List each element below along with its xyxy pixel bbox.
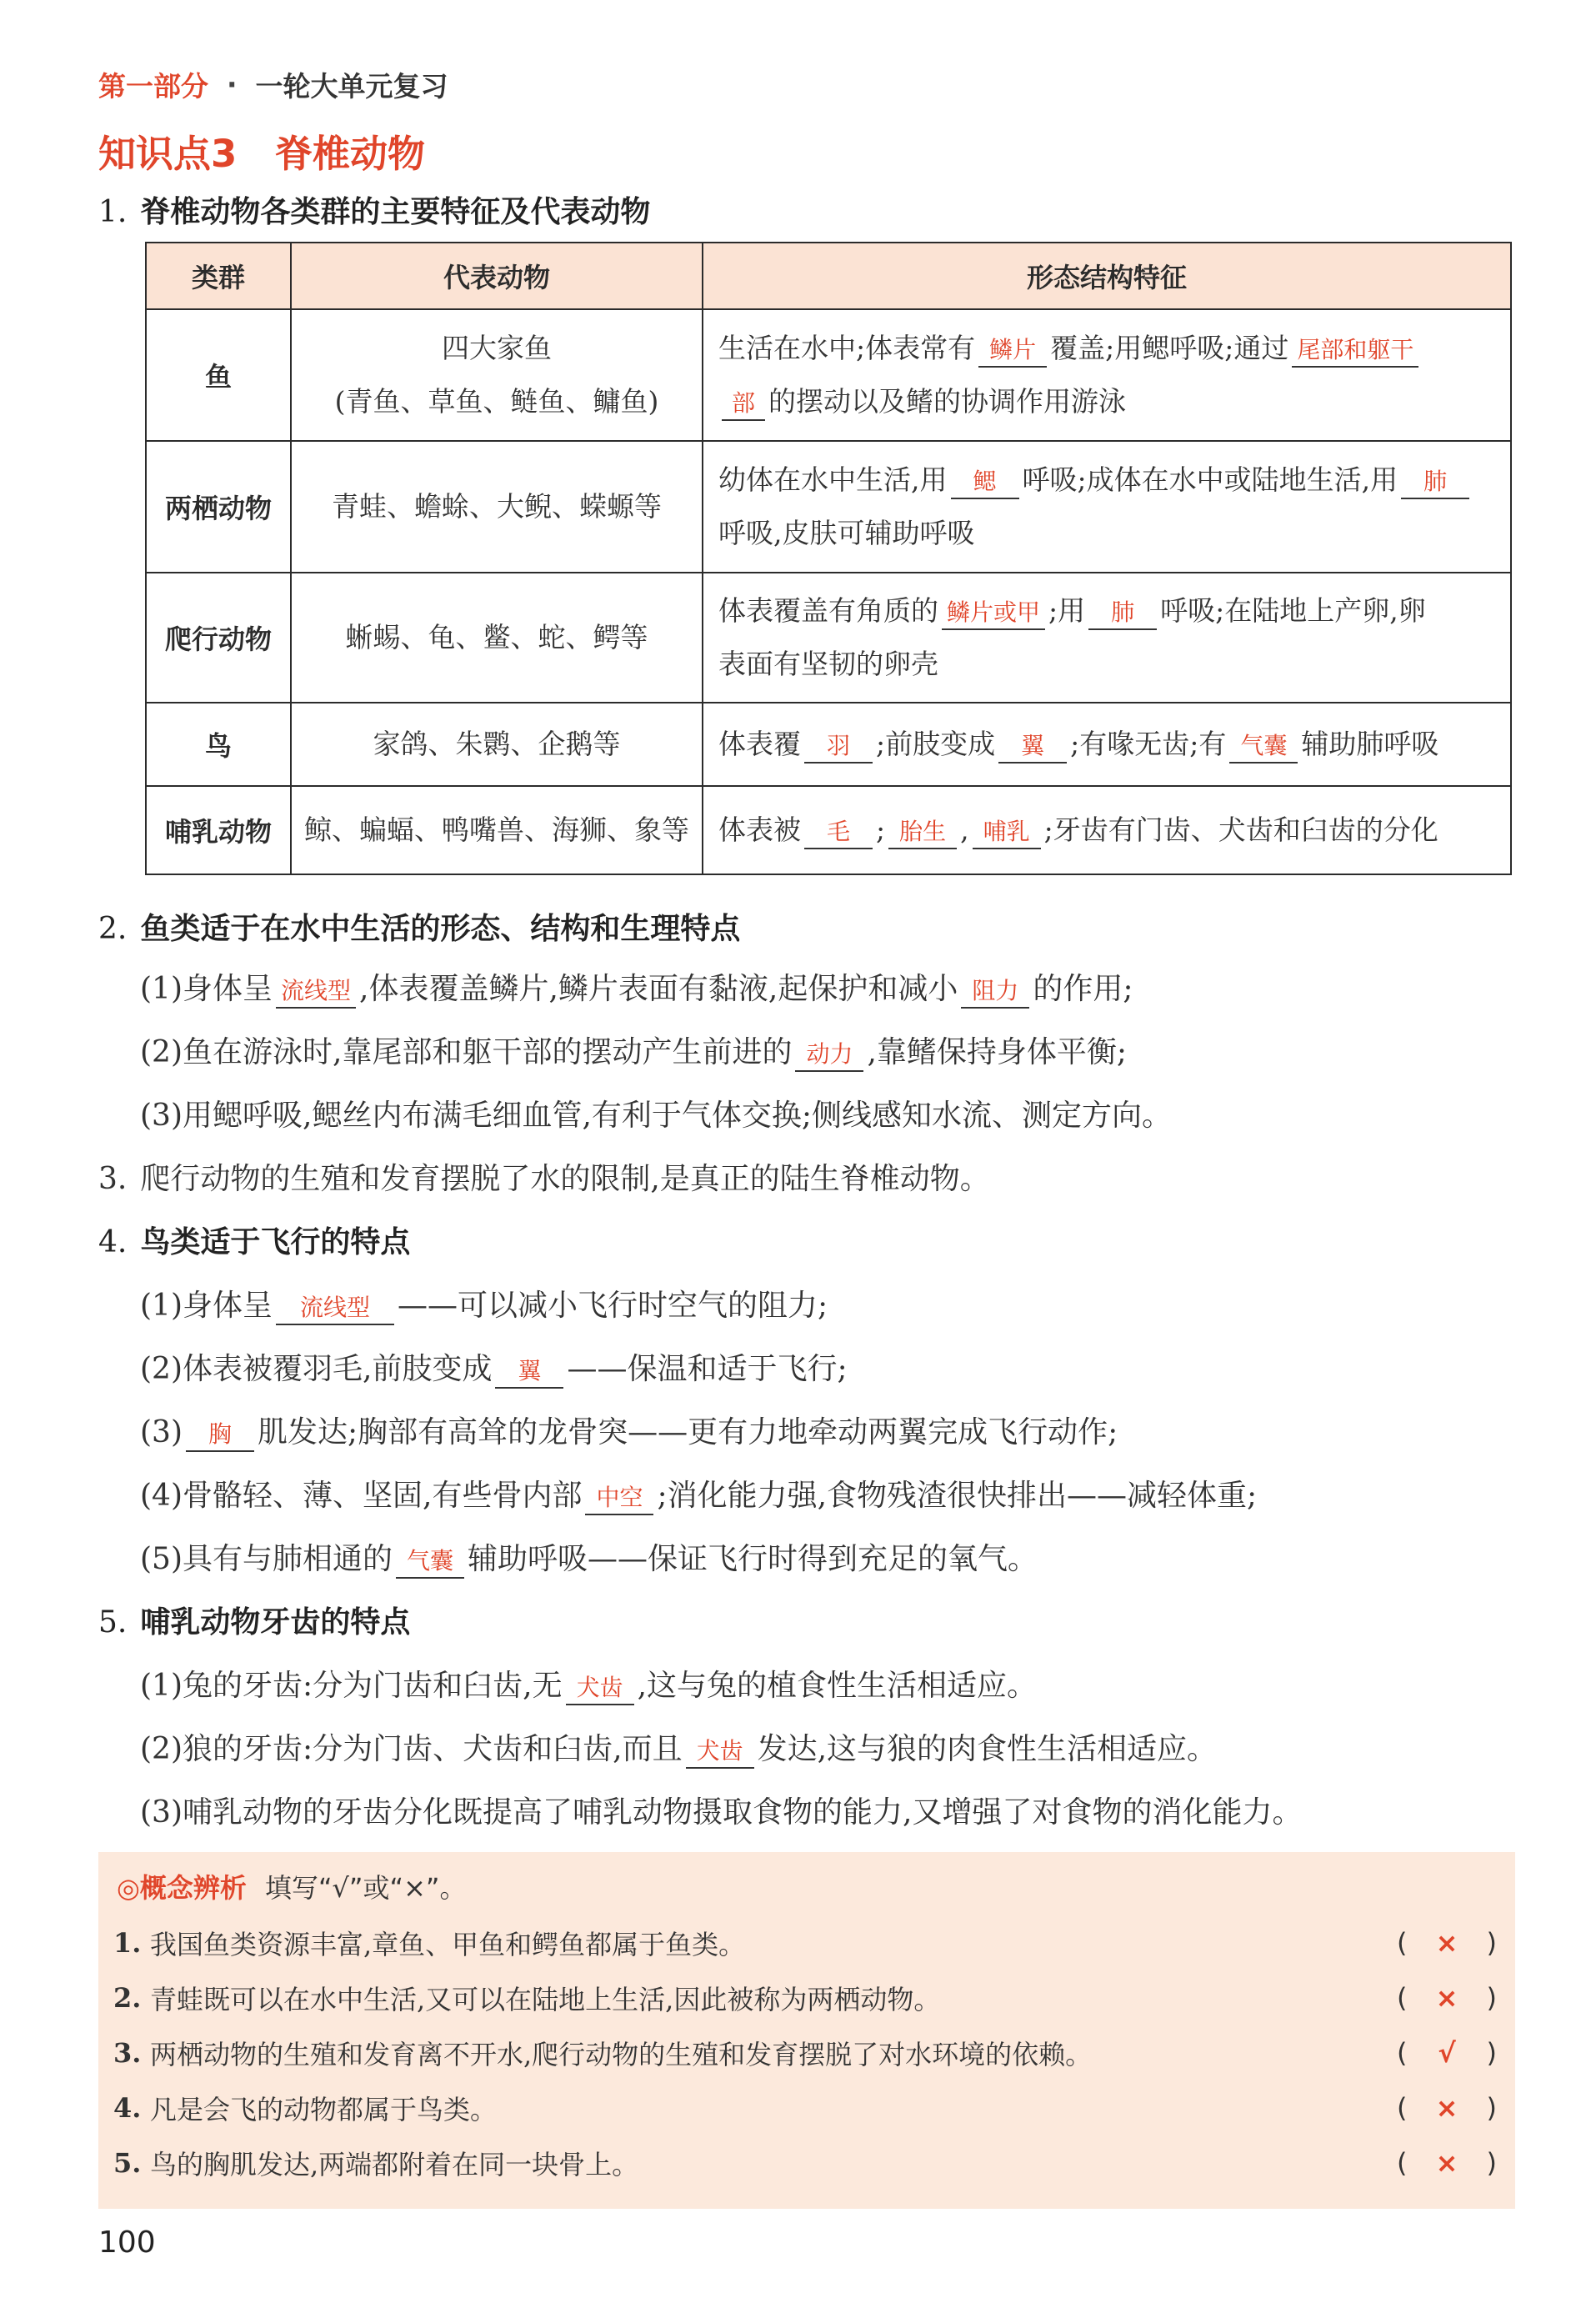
- rep-cell: [291, 309, 703, 441]
- section-4-heading: [98, 1219, 410, 1261]
- answer-mark: ×: [1435, 2147, 1458, 2179]
- item-text: (5)具有与肺相通的: [140, 1542, 393, 1576]
- feature-text: ;有喙无齿;有: [1070, 728, 1227, 760]
- section-3-text: 爬行动物的生殖和发育摆脱了水的限制,是真正的陆生脊椎动物。: [140, 1162, 990, 1196]
- item-number: 5.: [113, 2147, 142, 2179]
- concept-tag: ◎概念辨析: [117, 1872, 247, 1904]
- item-text: (2)狼的牙齿:分为门齿、犬齿和臼齿,而且: [140, 1732, 683, 1766]
- concept-analysis-box: [98, 1852, 1515, 2209]
- group-cell: 爬行动物: [146, 573, 291, 703]
- answer-blank: 犬齿: [686, 1735, 754, 1769]
- feature-text: 呼吸;成体在水中或陆地生活,用: [1022, 463, 1398, 496]
- item-number: 1.: [113, 1927, 142, 1959]
- item-text: ,靠鳍保持身体平衡;: [867, 1035, 1128, 1069]
- answer-blank: 气囊: [1229, 729, 1298, 763]
- paren-close: ): [1486, 1982, 1497, 2014]
- section-2-title: 鱼类适于在水中生活的形态、结构和生理特点: [140, 912, 741, 946]
- rep-cell: 家鸽、朱鹮、企鹅等: [291, 703, 703, 786]
- feature-text: ;牙齿有门齿、犬齿和臼齿的分化: [1043, 814, 1438, 846]
- item-statement: 我国鱼类资源丰富,章鱼、甲鱼和鳄鱼都属于鱼类。: [150, 1929, 746, 1960]
- rep-line: (青鱼、草鱼、鲢鱼、鳙鱼): [334, 385, 659, 418]
- answer-blank: 鳃: [951, 465, 1019, 499]
- feature-text: ,: [960, 814, 969, 846]
- header-features: 形态结构特征: [703, 243, 1511, 309]
- item-text: (3): [140, 1415, 183, 1449]
- paren-open: (: [1397, 1982, 1408, 2014]
- answer-parens: [1397, 2037, 1497, 2069]
- answer-blank: 动力: [795, 1038, 863, 1072]
- item-statement: 青蛙既可以在水中生活,又可以在陆地上生活,因此被称为两栖动物。: [150, 1984, 941, 2015]
- answer-mark: ×: [1435, 2092, 1458, 2124]
- paren-open: (: [1397, 2147, 1408, 2179]
- section-1-heading: [98, 188, 650, 231]
- answer-blank: 部: [722, 387, 765, 421]
- table-row: [146, 786, 1511, 874]
- concept-title: [117, 1867, 466, 1905]
- section-2-heading: [98, 905, 740, 948]
- answer-parens: [1397, 2092, 1497, 2124]
- feature-text: 体表被: [718, 814, 801, 846]
- item-text: (1)身体呈: [140, 1289, 273, 1323]
- feature-cell: [703, 309, 1511, 441]
- item-text: 辅助呼吸——保证飞行时得到充足的氧气。: [468, 1542, 1038, 1576]
- answer-blank: 翼: [495, 1354, 563, 1389]
- answer-blank: 肺: [1088, 596, 1157, 630]
- feature-text: 覆盖;用鳃呼吸;通过: [1050, 332, 1289, 364]
- answer-parens: [1397, 1982, 1497, 2014]
- answer-mark: √: [1438, 2037, 1456, 2069]
- item-text: ——可以减小飞行时空气的阻力;: [398, 1289, 828, 1323]
- group-cell: 鱼: [146, 309, 291, 441]
- feature-text: 的摆动以及鳍的协调作用游泳: [768, 385, 1126, 418]
- section-3-number: 3.: [98, 1162, 128, 1196]
- section-5-item-2: [140, 1725, 1217, 1769]
- item-text: 发达,这与狼的肉食性生活相适应。: [757, 1732, 1218, 1766]
- rep-cell: 鲸、蝙蝠、鸭嘴兽、海狮、象等: [291, 786, 703, 874]
- answer-blank: 中空: [585, 1481, 653, 1515]
- header-subtitle: 一轮大单元复习: [255, 70, 448, 103]
- item-text: 的作用;: [1033, 972, 1133, 1006]
- section-5-number: 5.: [98, 1605, 128, 1640]
- feature-cell: [703, 703, 1511, 786]
- answer-blank: 胸: [186, 1418, 254, 1452]
- answer-mark: ×: [1435, 1927, 1458, 1959]
- answer-blank: 气囊: [396, 1544, 464, 1579]
- running-header: [98, 65, 448, 104]
- table-row: [146, 703, 1511, 786]
- vertebrate-table: [145, 242, 1512, 875]
- paren-open: (: [1397, 1927, 1408, 1959]
- feature-text: 幼体在水中生活,用: [718, 463, 948, 496]
- table-row: [146, 441, 1511, 573]
- paren-close: ): [1486, 2037, 1497, 2069]
- section-2-number: 2.: [98, 912, 128, 946]
- header-dot: ·: [227, 68, 238, 101]
- section-5-title: 哺乳动物牙齿的特点: [140, 1605, 411, 1640]
- answer-blank: 羽: [804, 729, 873, 763]
- header-part: 第一部分: [98, 70, 208, 103]
- section-4-number: 4.: [98, 1225, 128, 1259]
- answer-blank: 哺乳: [973, 815, 1041, 849]
- rep-line: 四大家鱼: [442, 332, 552, 364]
- item-text: ,体表覆盖鳞片,鳞片表面有黏液,起保护和减小: [359, 972, 958, 1006]
- item-text: ,这与兔的植食性生活相适应。: [637, 1669, 1038, 1703]
- table-header-row: [146, 243, 1511, 309]
- rep-cell: 蜥蜴、龟、鳖、蛇、鳄等: [291, 573, 703, 703]
- feature-cell: [703, 441, 1511, 573]
- section-5-item-3: (3)哺乳动物的牙齿分化既提高了哺乳动物摄取食物的能力,又增强了对食物的消化能力。: [140, 1795, 1303, 1830]
- feature-text: 表面有坚韧的卵壳: [718, 648, 938, 680]
- knowledge-point-title: [98, 123, 425, 178]
- feature-text: ;用: [1048, 594, 1086, 627]
- feature-text: 生活在水中;体表常有: [718, 332, 976, 364]
- group-cell: 鸟: [146, 703, 291, 786]
- concept-item: [113, 1924, 1505, 1962]
- concept-item: [113, 1979, 1505, 2017]
- paren-close: ): [1486, 2147, 1497, 2179]
- header-representative: 代表动物: [291, 243, 703, 309]
- item-number: 4.: [113, 2092, 142, 2124]
- section-5-heading: [98, 1599, 410, 1641]
- kp-name: 脊椎动物: [274, 132, 425, 176]
- section-4-item-3: [140, 1409, 1118, 1452]
- answer-blank: 犬齿: [566, 1671, 634, 1705]
- concept-item: [113, 2144, 1505, 2182]
- section-4-item-4: [140, 1472, 1257, 1515]
- feature-text: 体表覆: [718, 728, 801, 760]
- answer-blank: 鳞片或甲: [942, 596, 1045, 630]
- feature-text: ;前肢变成: [876, 728, 996, 760]
- answer-blank: 尾部和躯干: [1292, 333, 1418, 368]
- section-2-item-1: [140, 965, 1133, 1009]
- page-number: 100: [98, 2225, 156, 2260]
- rep-cell: 青蛙、蟾蜍、大鲵、蝾螈等: [291, 441, 703, 573]
- item-text: ;消化能力强,食物残渣很快排出——减轻体重;: [657, 1479, 1258, 1513]
- answer-blank: 胎生: [888, 815, 957, 849]
- table-row: [146, 309, 1511, 441]
- item-number: 3.: [113, 2037, 142, 2069]
- section-5-item-1: [140, 1662, 1037, 1705]
- item-statement: 鸟的胸肌发达,两端都附着在同一块骨上。: [150, 2149, 639, 2180]
- paren-close: ): [1486, 2092, 1497, 2124]
- paren-open: (: [1397, 2037, 1408, 2069]
- concept-item: [113, 2034, 1505, 2072]
- feature-cell: [703, 573, 1511, 703]
- answer-blank: 流线型: [276, 974, 356, 1009]
- item-text: ——保温和适于飞行;: [567, 1352, 848, 1386]
- item-number: 2.: [113, 1982, 142, 2014]
- section-4-item-1: [140, 1282, 828, 1325]
- item-text: (2)体表被覆羽毛,前肢变成: [140, 1352, 493, 1386]
- section-4-item-2: [140, 1345, 848, 1389]
- section-2-item-2: [140, 1029, 1127, 1072]
- concept-instruction: 填写“√”或“×”。: [264, 1872, 467, 1904]
- feature-text: ;: [876, 814, 886, 846]
- section-2-item-3: (3)用鳃呼吸,鳃丝内布满毛细血管,有利于气体交换;侧线感知水流、测定方向。: [140, 1099, 1173, 1133]
- answer-blank: 鳞片: [978, 333, 1047, 368]
- answer-parens: [1397, 2147, 1497, 2179]
- paren-open: (: [1397, 2092, 1408, 2124]
- section-4-item-5: [140, 1535, 1038, 1579]
- answer-parens: [1397, 1927, 1497, 1959]
- kp-label: 知识点3: [98, 132, 238, 176]
- answer-blank: 阻力: [961, 974, 1029, 1009]
- header-group: 类群: [146, 243, 291, 309]
- feature-text: 呼吸;在陆地上产卵,卵: [1160, 594, 1426, 627]
- item-statement: 两栖动物的生殖和发育离不开水,爬行动物的生殖和发育摆脱了对水环境的依赖。: [150, 2039, 1093, 2070]
- table-row: [146, 573, 1511, 703]
- feature-cell: [703, 786, 1511, 874]
- group-cell: 两栖动物: [146, 441, 291, 573]
- item-text: (1)兔的牙齿:分为门齿和臼齿,无: [140, 1669, 563, 1703]
- answer-blank: 毛: [804, 815, 873, 849]
- answer-blank: 翼: [998, 729, 1067, 763]
- section-1-number: 1.: [98, 195, 128, 229]
- answer-blank: 流线型: [276, 1291, 394, 1325]
- answer-mark: ×: [1435, 1982, 1458, 2014]
- item-text: (1)身体呈: [140, 972, 273, 1006]
- item-text: 肌发达;胸部有高耸的龙骨突——更有力地牵动两翼完成飞行动作;: [258, 1415, 1118, 1449]
- paren-close: ): [1486, 1927, 1497, 1959]
- feature-text: 呼吸,皮肤可辅助呼吸: [718, 517, 975, 549]
- section-4-title: 鸟类适于飞行的特点: [140, 1225, 411, 1259]
- item-statement: 凡是会飞的动物都属于鸟类。: [150, 2094, 498, 2125]
- section-3: [98, 1155, 990, 1198]
- item-text: (4)骨骼轻、薄、坚固,有些骨内部: [140, 1479, 583, 1513]
- concept-item: [113, 2089, 1505, 2127]
- section-1-text: 脊椎动物各类群的主要特征及代表动物: [140, 195, 651, 229]
- item-text: (2)鱼在游泳时,靠尾部和躯干部的摆动产生前进的: [140, 1035, 793, 1069]
- group-cell: 哺乳动物: [146, 786, 291, 874]
- feature-text: 辅助肺呼吸: [1301, 728, 1439, 760]
- feature-text: 体表覆盖有角质的: [718, 594, 938, 627]
- answer-blank: 肺: [1401, 465, 1469, 499]
